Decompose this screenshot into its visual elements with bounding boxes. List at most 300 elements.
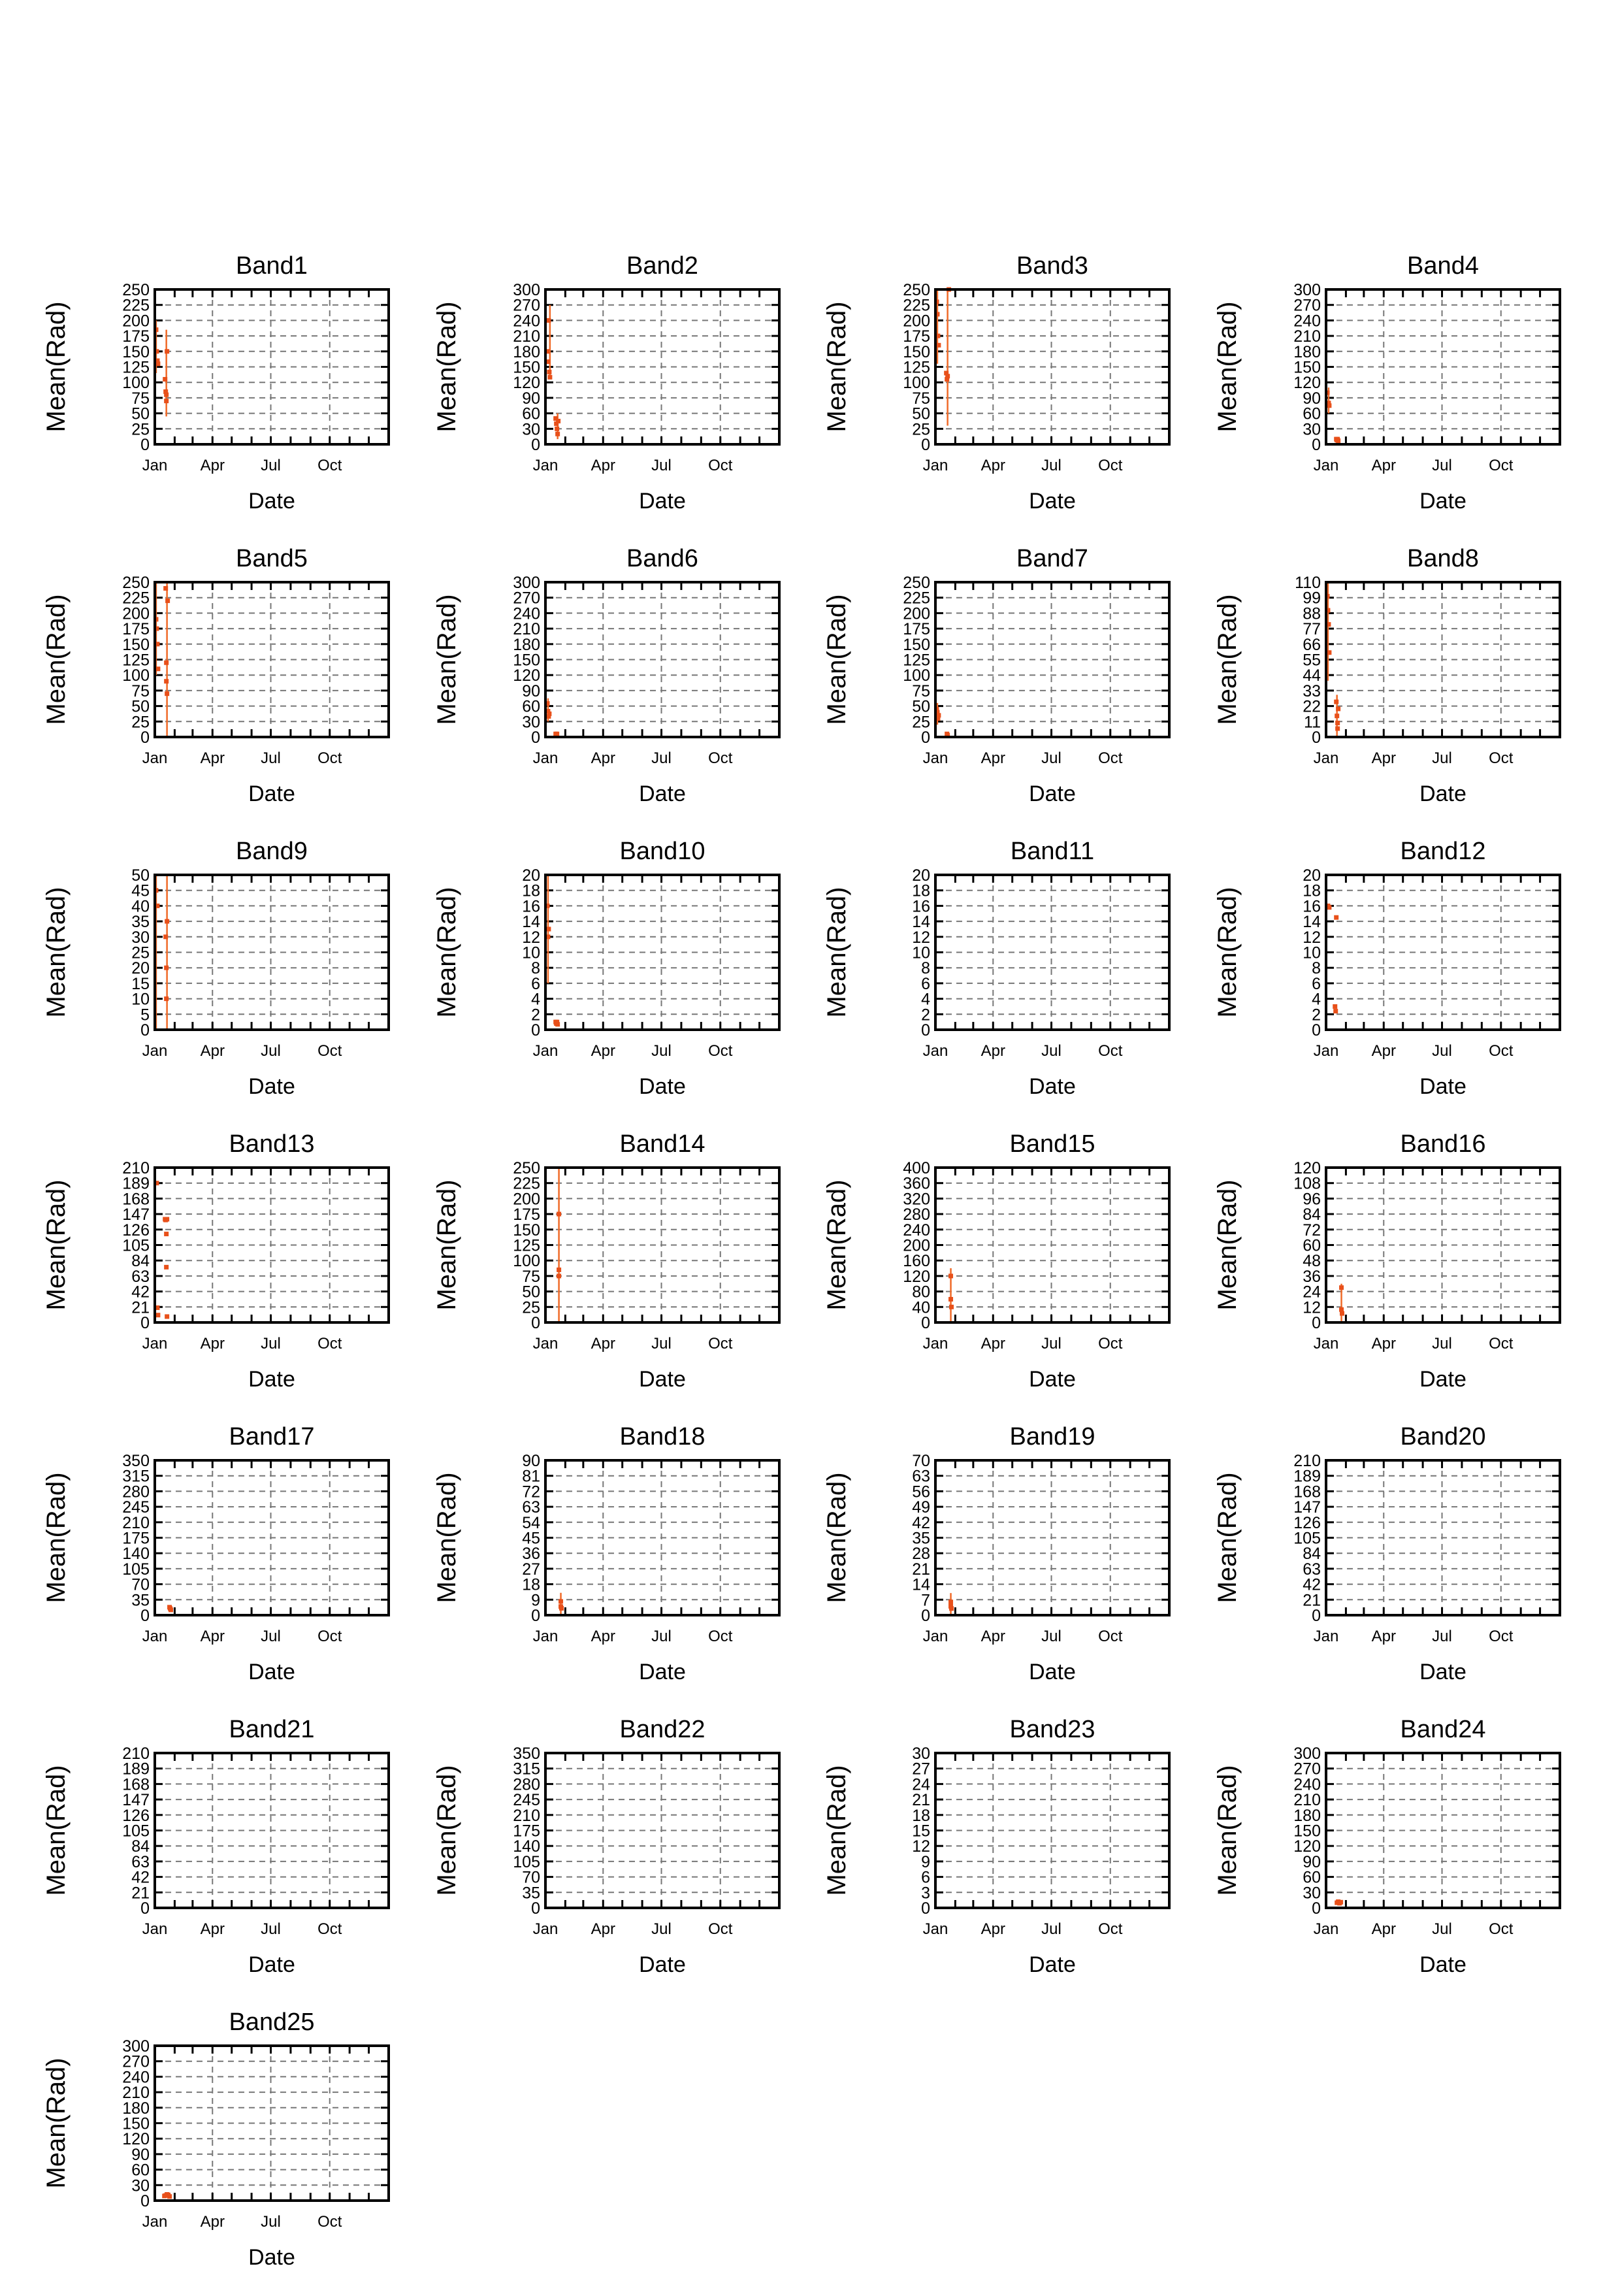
y-tick-label: 42	[131, 1868, 150, 1887]
y-tick-label: 14	[912, 913, 930, 932]
y-tick-label: 168	[122, 1775, 150, 1794]
y-tick-label: 10	[912, 943, 930, 962]
y-axis-label: Mean(Rad)	[432, 1179, 461, 1311]
y-tick-label: 0	[140, 729, 150, 747]
data-point	[163, 586, 168, 591]
panel-title: Band21	[229, 1716, 315, 1743]
y-tick-label: 18	[912, 1806, 930, 1825]
y-tick-label: 270	[513, 589, 540, 608]
y-tick-label: 42	[131, 1283, 150, 1302]
y-tick-label: 25	[131, 943, 150, 962]
y-tick-label: 8	[921, 959, 930, 978]
x-tick-label: Jan	[1313, 457, 1339, 474]
y-tick-label: 24	[912, 1775, 930, 1794]
y-tick-label: 14	[1303, 913, 1321, 932]
y-tick-label: 25	[912, 420, 930, 439]
x-tick-label: Oct	[317, 457, 342, 474]
y-tick-label: 0	[1312, 1899, 1321, 1918]
y-tick-label: 200	[122, 604, 150, 623]
y-tick-label: 100	[903, 374, 930, 393]
y-tick-label: 60	[1303, 404, 1321, 423]
data-point	[1333, 1009, 1338, 1013]
y-tick-label: 126	[122, 1806, 150, 1825]
y-axis-label: Mean(Rad)	[432, 301, 461, 433]
y-tick-label: 270	[1293, 1760, 1321, 1779]
x-tick-label: Jul	[1432, 457, 1452, 474]
x-tick-label: Oct	[708, 1335, 733, 1353]
data-point	[547, 375, 552, 380]
x-tick-label: Jan	[142, 1335, 168, 1353]
panel-title: Band8	[1407, 545, 1479, 572]
y-tick-label: 210	[1293, 327, 1321, 346]
y-tick-label: 0	[140, 1314, 150, 1332]
y-tick-label: 36	[1303, 1267, 1321, 1286]
y-tick-label: 0	[1312, 729, 1321, 747]
y-tick-label: 315	[513, 1760, 540, 1779]
x-tick-label: Oct	[1489, 1920, 1514, 1938]
data-point	[948, 1273, 953, 1278]
y-tick-label: 240	[122, 2068, 150, 2087]
y-tick-label: 0	[531, 1899, 540, 1918]
y-tick-label: 0	[531, 1607, 540, 1625]
data-point	[164, 393, 169, 397]
panel-title: Band12	[1400, 838, 1486, 865]
panel-title: Band25	[229, 2009, 315, 2036]
x-tick-label: Apr	[591, 1335, 615, 1353]
y-tick-label: 100	[513, 1252, 540, 1271]
x-tick-label: Oct	[708, 1042, 733, 1060]
x-tick-label: Jan	[532, 1628, 559, 1645]
y-tick-label: 70	[912, 1452, 930, 1470]
x-tick-label: Apr	[980, 1335, 1005, 1353]
panel-band8	[1213, 545, 1560, 806]
x-tick-label: Apr	[1371, 457, 1396, 474]
y-tick-label: 120	[1293, 1159, 1321, 1177]
data-point	[936, 343, 941, 348]
x-axis-label: Date	[1029, 781, 1076, 806]
x-tick-label: Jul	[651, 1628, 672, 1645]
x-tick-label: Apr	[980, 1042, 1005, 1060]
y-axis-label: Mean(Rad)	[1213, 1472, 1242, 1603]
x-tick-label: Apr	[200, 457, 225, 474]
y-tick-label: 0	[921, 1314, 930, 1332]
y-tick-label: 21	[912, 1791, 930, 1810]
y-tick-label: 30	[1303, 420, 1321, 439]
y-tick-label: 189	[1293, 1467, 1321, 1486]
y-tick-label: 60	[522, 404, 540, 423]
data-point	[559, 1606, 564, 1611]
panel-band5	[42, 545, 389, 806]
x-axis-label: Date	[639, 781, 686, 806]
x-tick-label: Jan	[1313, 1335, 1339, 1353]
x-tick-label: Oct	[1098, 1628, 1123, 1645]
data-point	[555, 427, 559, 431]
y-tick-label: 280	[513, 1775, 540, 1794]
panel-band15	[822, 1130, 1169, 1392]
y-tick-label: 150	[513, 651, 540, 670]
panel-band19	[822, 1423, 1169, 1684]
y-tick-label: 60	[131, 2161, 150, 2180]
y-tick-label: 225	[122, 589, 150, 608]
y-tick-label: 360	[903, 1174, 930, 1193]
y-tick-label: 210	[122, 1159, 150, 1177]
y-tick-label: 280	[903, 1205, 930, 1224]
x-axis-label: Date	[639, 1367, 686, 1392]
y-tick-label: 120	[903, 1267, 930, 1286]
y-tick-label: 120	[1293, 1837, 1321, 1856]
panel-band4	[1213, 252, 1560, 514]
y-tick-label: 16	[522, 897, 540, 916]
x-axis-label: Date	[1419, 1367, 1466, 1392]
y-tick-label: 9	[921, 1852, 930, 1871]
x-tick-label: Jan	[922, 1628, 948, 1645]
data-point	[165, 1314, 169, 1319]
y-tick-label: 0	[921, 1607, 930, 1625]
panel-band14	[432, 1130, 779, 1392]
x-axis-label: Date	[248, 2245, 295, 2270]
y-tick-label: 25	[522, 1298, 540, 1317]
panel-title: Band13	[229, 1130, 315, 1158]
x-tick-label: Jan	[532, 1335, 559, 1353]
y-tick-label: 11	[1304, 713, 1321, 732]
x-tick-label: Jan	[142, 1628, 168, 1645]
y-tick-label: 50	[131, 866, 150, 885]
y-tick-label: 75	[912, 681, 930, 700]
y-tick-label: 72	[1303, 1221, 1321, 1239]
x-axis-label: Date	[248, 1660, 295, 1684]
y-tick-label: 22	[1303, 697, 1321, 716]
y-tick-label: 12	[1303, 928, 1321, 947]
y-tick-label: 60	[522, 697, 540, 716]
x-tick-label: Jul	[1041, 1920, 1061, 1938]
y-tick-label: 180	[513, 635, 540, 654]
data-point	[163, 934, 168, 939]
y-tick-label: 48	[1303, 1252, 1321, 1271]
data-point	[949, 1305, 954, 1309]
y-axis-label: Mean(Rad)	[42, 887, 71, 1018]
y-tick-label: 245	[122, 1498, 150, 1517]
y-tick-label: 2	[921, 1006, 930, 1025]
y-tick-label: 8	[531, 959, 540, 978]
y-tick-label: 189	[122, 1760, 150, 1779]
y-tick-label: 2	[531, 1006, 540, 1025]
x-tick-label: Jan	[1313, 749, 1339, 767]
x-tick-label: Jan	[922, 1042, 948, 1060]
y-axis-label: Mean(Rad)	[822, 1765, 851, 1896]
y-tick-label: 16	[1303, 897, 1321, 916]
y-axis-label: Mean(Rad)	[1213, 301, 1242, 433]
y-tick-label: 4	[531, 990, 540, 1009]
y-tick-label: 16	[912, 897, 930, 916]
data-point	[557, 1273, 561, 1278]
data-point	[164, 679, 169, 683]
x-tick-label: Jul	[261, 1335, 281, 1353]
y-tick-label: 6	[921, 1868, 930, 1887]
y-tick-label: 250	[903, 281, 930, 299]
x-tick-label: Jan	[532, 749, 559, 767]
y-tick-label: 60	[1303, 1236, 1321, 1255]
panel-title: Band4	[1407, 252, 1479, 280]
y-tick-label: 5	[140, 1006, 150, 1025]
y-tick-label: 0	[1312, 1021, 1321, 1040]
x-tick-label: Apr	[980, 1628, 1005, 1645]
y-tick-label: 63	[912, 1467, 930, 1486]
panel-title: Band3	[1016, 252, 1088, 280]
y-tick-label: 175	[122, 1529, 150, 1548]
x-tick-label: Apr	[200, 1335, 225, 1353]
x-tick-label: Jul	[1432, 1042, 1452, 1060]
data-point	[555, 1022, 560, 1026]
y-tick-label: 147	[122, 1205, 150, 1224]
y-tick-label: 90	[1303, 389, 1321, 408]
data-point	[1334, 700, 1338, 704]
y-axis-label: Mean(Rad)	[42, 1179, 71, 1311]
y-tick-label: 0	[140, 2192, 150, 2210]
x-tick-label: Jan	[1313, 1042, 1339, 1060]
y-tick-label: 0	[531, 1021, 540, 1040]
panel-title: Band6	[626, 545, 698, 572]
y-tick-label: 50	[131, 697, 150, 716]
x-tick-label: Apr	[200, 2213, 225, 2231]
x-tick-label: Oct	[1098, 1335, 1123, 1353]
data-point	[165, 691, 169, 696]
panel-title: Band18	[619, 1423, 705, 1451]
y-tick-label: 70	[131, 1575, 150, 1594]
panel-title: Band7	[1016, 545, 1088, 572]
y-tick-label: 250	[122, 574, 150, 592]
y-tick-label: 14	[522, 913, 540, 932]
x-tick-label: Apr	[1371, 1628, 1396, 1645]
data-point	[1334, 915, 1338, 920]
y-tick-label: 240	[1293, 312, 1321, 331]
data-point	[546, 318, 551, 323]
x-axis-label: Date	[1029, 1660, 1076, 1684]
panel-band11	[822, 838, 1169, 1099]
x-tick-label: Apr	[980, 457, 1005, 474]
y-tick-label: 320	[903, 1190, 930, 1209]
y-axis-label: Mean(Rad)	[42, 1472, 71, 1603]
y-tick-label: 125	[122, 358, 150, 377]
y-tick-label: 50	[912, 404, 930, 423]
y-tick-label: 30	[1303, 1884, 1321, 1903]
y-tick-label: 12	[912, 1837, 930, 1856]
data-point	[1335, 713, 1339, 718]
x-tick-label: Jul	[1432, 1335, 1452, 1353]
y-tick-label: 280	[122, 1483, 150, 1501]
data-point	[1327, 650, 1331, 655]
y-tick-label: 10	[522, 943, 540, 962]
panel-band10	[432, 838, 779, 1099]
x-tick-label: Oct	[708, 1628, 733, 1645]
y-tick-label: 3	[921, 1884, 930, 1903]
data-point	[164, 661, 169, 665]
y-tick-label: 20	[1303, 866, 1321, 885]
x-tick-label: Jul	[261, 2213, 281, 2231]
y-tick-label: 90	[131, 2145, 150, 2164]
y-tick-label: 0	[1312, 436, 1321, 454]
panel-band13	[42, 1130, 389, 1392]
y-tick-label: 105	[122, 1822, 150, 1841]
y-tick-label: 225	[513, 1174, 540, 1193]
x-tick-label: Apr	[1371, 749, 1396, 767]
y-tick-label: 90	[1303, 1852, 1321, 1871]
y-tick-label: 105	[122, 1560, 150, 1579]
y-tick-label: 12	[522, 928, 540, 947]
y-tick-label: 44	[1303, 666, 1321, 685]
y-tick-label: 200	[903, 604, 930, 623]
y-tick-label: 240	[1293, 1775, 1321, 1794]
data-point	[557, 1212, 561, 1217]
y-tick-label: 126	[122, 1221, 150, 1239]
data-point	[1336, 706, 1340, 711]
y-tick-label: 210	[513, 1806, 540, 1825]
x-tick-label: Jul	[1041, 749, 1061, 767]
y-tick-label: 225	[122, 296, 150, 315]
y-tick-label: 30	[131, 2176, 150, 2195]
x-tick-label: Jul	[261, 1042, 281, 1060]
x-tick-label: Apr	[591, 457, 615, 474]
data-point	[555, 432, 560, 436]
y-tick-label: 245	[513, 1791, 540, 1810]
y-tick-label: 10	[1303, 943, 1321, 962]
y-tick-label: 147	[122, 1791, 150, 1810]
y-tick-label: 147	[1293, 1498, 1321, 1517]
y-tick-label: 120	[122, 2130, 150, 2149]
panel-band18	[432, 1423, 779, 1684]
panel-title: Band10	[619, 838, 705, 865]
y-tick-label: 250	[122, 281, 150, 299]
y-tick-label: 12	[1303, 1298, 1321, 1317]
x-tick-label: Oct	[1098, 1042, 1123, 1060]
y-tick-label: 27	[912, 1760, 930, 1779]
y-tick-label: 180	[122, 2099, 150, 2118]
y-tick-label: 175	[122, 327, 150, 346]
y-tick-label: 300	[122, 2037, 150, 2056]
y-tick-label: 35	[131, 913, 150, 932]
data-point	[1333, 1004, 1337, 1009]
y-axis-label: Mean(Rad)	[432, 1472, 461, 1603]
y-axis-label: Mean(Rad)	[822, 594, 851, 725]
y-tick-label: 0	[921, 436, 930, 454]
y-tick-label: 18	[1303, 881, 1321, 900]
y-tick-label: 175	[513, 1205, 540, 1224]
panel-band23	[822, 1716, 1169, 1977]
y-tick-label: 50	[912, 697, 930, 716]
panel-band20	[1213, 1423, 1560, 1684]
y-tick-label: 42	[912, 1513, 930, 1532]
x-tick-label: Oct	[708, 1920, 733, 1938]
x-tick-label: Apr	[1371, 1335, 1396, 1353]
y-tick-label: 120	[513, 666, 540, 685]
y-tick-label: 140	[122, 1545, 150, 1564]
y-tick-label: 0	[531, 729, 540, 747]
y-axis-label: Mean(Rad)	[822, 1179, 851, 1311]
y-tick-label: 240	[513, 312, 540, 331]
y-tick-label: 36	[522, 1545, 540, 1564]
y-tick-label: 0	[140, 1607, 150, 1625]
x-tick-label: Apr	[1371, 1920, 1396, 1938]
y-tick-label: 56	[912, 1483, 930, 1501]
panel-band16	[1213, 1130, 1560, 1392]
y-tick-label: 0	[531, 1314, 540, 1332]
y-tick-label: 84	[131, 1837, 150, 1856]
data-point	[165, 919, 169, 924]
data-point	[163, 377, 167, 382]
panel-band24	[1213, 1716, 1560, 1977]
y-tick-label: 105	[122, 1236, 150, 1255]
y-tick-label: 168	[1293, 1483, 1321, 1501]
y-tick-label: 105	[1293, 1529, 1321, 1548]
y-tick-label: 35	[131, 1591, 150, 1610]
x-tick-label: Jan	[1313, 1920, 1339, 1938]
x-tick-label: Jul	[1432, 1920, 1452, 1938]
data-point	[547, 370, 551, 374]
y-tick-label: 28	[912, 1545, 930, 1564]
x-tick-label: Jul	[261, 1920, 281, 1938]
x-tick-label: Oct	[317, 2213, 342, 2231]
x-tick-label: Jul	[1041, 457, 1061, 474]
y-tick-label: 45	[522, 1529, 540, 1548]
y-tick-label: 66	[1303, 635, 1321, 654]
panel-title: Band9	[236, 838, 308, 865]
y-tick-label: 126	[1293, 1513, 1321, 1532]
y-tick-label: 270	[122, 2052, 150, 2071]
panel-band3	[822, 252, 1169, 514]
data-point	[949, 1606, 954, 1611]
y-tick-label: 18	[912, 881, 930, 900]
y-tick-label: 300	[1293, 281, 1321, 299]
y-tick-label: 180	[513, 342, 540, 361]
y-tick-label: 18	[522, 1575, 540, 1594]
data-point	[1327, 403, 1331, 408]
y-tick-label: 250	[903, 574, 930, 592]
panel-band17	[42, 1423, 389, 1684]
x-axis-label: Date	[248, 1074, 295, 1099]
y-tick-label: 90	[522, 1452, 540, 1470]
y-tick-label: 180	[1293, 1806, 1321, 1825]
y-tick-label: 35	[912, 1529, 930, 1548]
x-tick-label: Oct	[708, 457, 733, 474]
y-tick-label: 20	[912, 866, 930, 885]
x-axis-label: Date	[639, 1660, 686, 1684]
y-tick-label: 210	[122, 2084, 150, 2103]
y-tick-label: 210	[122, 1745, 150, 1763]
y-tick-label: 50	[522, 1283, 540, 1302]
y-tick-label: 160	[903, 1252, 930, 1271]
y-tick-label: 25	[131, 420, 150, 439]
y-tick-label: 240	[513, 604, 540, 623]
x-tick-label: Oct	[708, 749, 733, 767]
x-tick-label: Apr	[591, 1628, 615, 1645]
x-tick-label: Jul	[1041, 1335, 1061, 1353]
y-tick-label: 21	[131, 1298, 150, 1317]
y-tick-label: 6	[531, 974, 540, 993]
data-point	[165, 1217, 169, 1222]
y-tick-label: 21	[131, 1884, 150, 1903]
y-tick-label: 6	[921, 974, 930, 993]
y-tick-label: 81	[522, 1467, 540, 1486]
panel-band21	[42, 1716, 389, 1977]
data-point	[164, 1232, 169, 1236]
data-point	[1335, 727, 1340, 731]
y-axis-label: Mean(Rad)	[432, 594, 461, 725]
y-tick-label: 45	[131, 881, 150, 900]
y-tick-label: 4	[1312, 990, 1321, 1009]
data-point	[165, 349, 169, 353]
y-tick-label: 300	[1293, 1745, 1321, 1763]
y-axis-label: Mean(Rad)	[42, 2058, 71, 2189]
y-tick-label: 96	[1303, 1190, 1321, 1209]
